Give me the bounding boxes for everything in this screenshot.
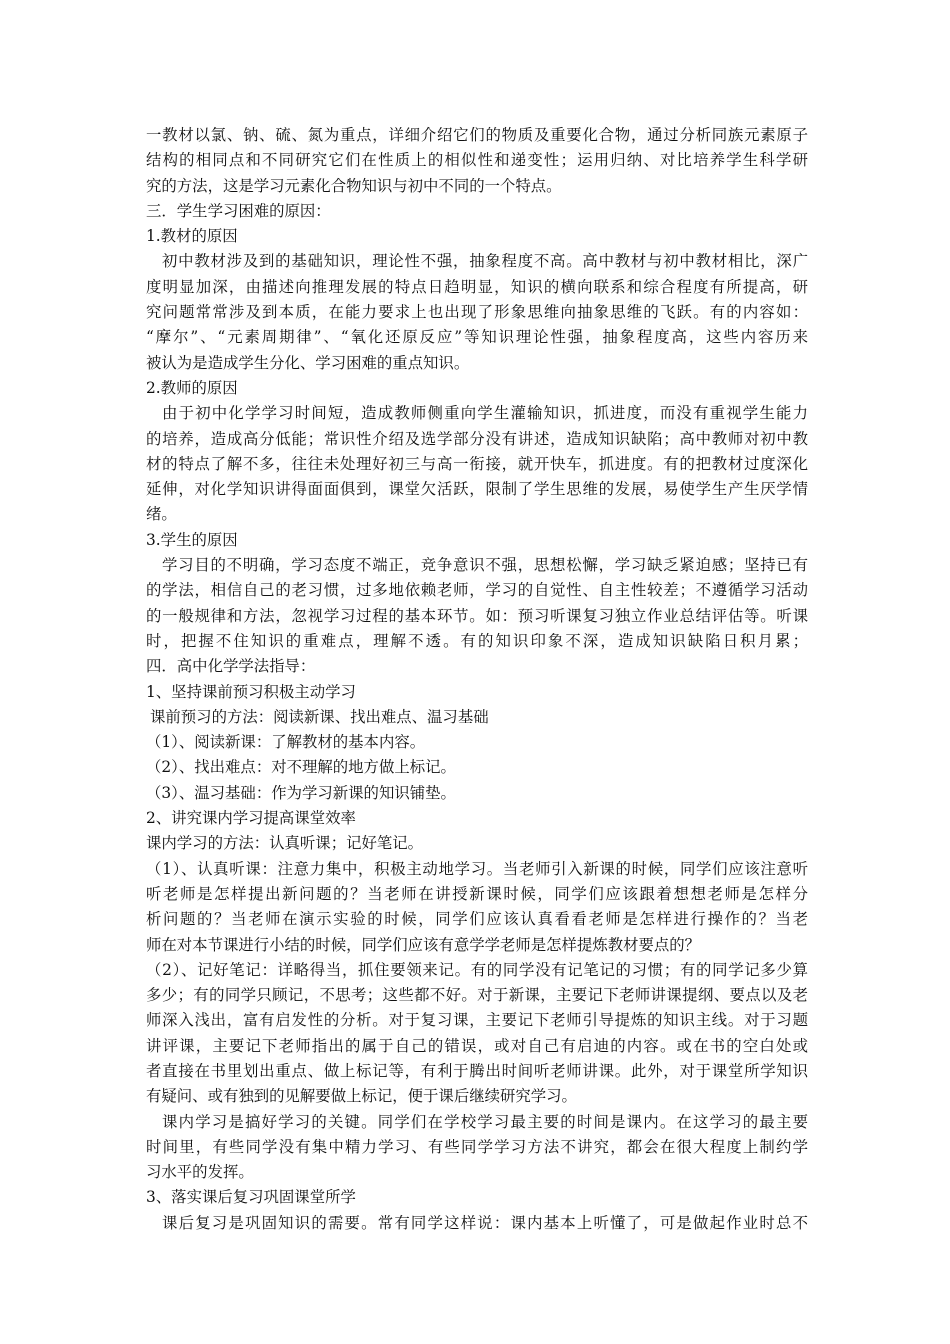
text-line: 师在对本节课进行小结的时候，同学们应该有意学学老师是怎样提炼教材要点的？	[146, 935, 701, 954]
list-item: （2）、找出难点：对不理解的地方做上标记。	[146, 758, 456, 777]
text-line: 究的方法，这是学习元素化合物知识与初中不同的一个特点。	[146, 176, 562, 195]
text-line: 听老师是怎样提出新问题的？当老师在讲授新课时候，同学们应该跟着想想老师是怎样分	[146, 884, 808, 903]
text-line: 由于初中化学学习时间短，造成教师侧重向学生灌输知识，抓进度，而没有重视学生能力	[162, 404, 808, 423]
text-line: 被认为是造成学生分化、学习困难的重点知识。	[146, 353, 470, 372]
text-line: 究问题常常涉及到本质，在能力要求上也出现了形象思维向抽象思维的飞跃。有的内容如：	[146, 303, 808, 322]
subsection-heading: 2.教师的原因	[146, 378, 238, 397]
text-line: 析问题的？当老师在演示实验的时候，同学们应该认真看看老师是怎样进行操作的？当老	[146, 910, 808, 929]
text-line: 初中教材涉及到的基础知识，理论性不强，抽象程度不高。高中教材与初中教材相比，深广	[162, 252, 808, 271]
text-line: 课内学习是搞好学习的关键。同学们在学校学习最主要的时间是课内。在这学习的最主要	[162, 1112, 808, 1131]
text-line: 时间里，有些同学没有集中精力学习、有些同学学习方法不讲究，都会在很大程度上制约学	[146, 1137, 808, 1156]
section-heading: 三．学生学习困难的原因：	[146, 201, 331, 220]
text-line: 的学法，相信自己的老习惯，过多地依赖老师，学习的自觉性、自主性较差；不遵循学习活动	[146, 581, 808, 600]
text-line: 结构的相同点和不同研究它们在性质上的相似性和递变性；运用归纳、对比培养学生科学研	[146, 151, 808, 170]
document-page	[146, 123, 808, 1236]
text-line: 学习目的不明确，学习态度不端正，竞争意识不强，思想松懈，学习缺乏紧迫感；坚持已有	[162, 556, 808, 575]
text-line: 延伸，对化学知识讲得面面俱到，课堂欠活跃，限制了学生思维的发展，易使学生产生厌学情	[146, 480, 808, 499]
text-line: 材的特点了解不多，往往未处理好初三与高一衔接，就开快车，抓进度。有的把教材过度深化	[146, 454, 808, 473]
text-line: 时，把握不住知识的重难点，理解不透。有的知识印象不深，造成知识缺陷日积月累；	[146, 631, 808, 650]
text-line: 者直接在书里划出重点、做上标记等，有利于腾出时间听老师讲课。此外，对于课堂所学知识	[146, 1061, 808, 1080]
section-heading: 四．高中化学学法指导：	[146, 657, 316, 676]
text-line: （2）、记好笔记：详略得当，抓住要领来记。有的同学没有记笔记的习惯；有的同学记多少算	[146, 960, 808, 979]
text-line: 师深入浅出，富有启发性的分析。对于复习课，主要记下老师引导提炼的知识主线。对于习题	[146, 1011, 808, 1030]
subsection-heading: 3.学生的原因	[146, 530, 238, 549]
text-line: 一教材以氯、钠、硫、氮为重点，详细介绍它们的物质及重要化合物，通过分析同族元素原子	[146, 126, 808, 144]
text-line: 讲评课，主要记下老师指出的属于自己的错误，或对自己有启迪的内容。或在书的空白处或	[146, 1036, 808, 1055]
text-line: 度明显加深，由描述向推理发展的特点日趋明显，知识的横向联系和综合程度有所提高，研	[146, 277, 808, 296]
subsection-heading: 2、讲究课内学习提高课堂效率	[146, 809, 356, 828]
text-line: 课后复习是巩固知识的需要。常有同学这样说：课内基本上听懂了，可是做起作业时总不	[162, 1213, 808, 1232]
text-line: 的一般规律和方法，忽视学习过程的基本环节。如：预习听课复习独立作业总结评估等。听课	[146, 606, 808, 625]
subsection-heading: 1、坚持课前预习积极主动学习	[146, 682, 356, 701]
text-line: （1）、认真听课：注意力集中，积极主动地学习。当老师引入新课的时候，同学们应该注意听	[146, 859, 808, 878]
text-line: 习水平的发挥。	[146, 1163, 254, 1182]
subsection-heading: 1.教材的原因	[146, 227, 238, 246]
list-item: （3）、温习基础：作为学习新课的知识铺垫。	[146, 783, 456, 802]
text-line: “摩尔”、“元素周期律”、“氧化还原反应”等知识理论性强，抽象程度高，这些内容历来	[146, 328, 808, 347]
text-line: 有疑问、或有独到的见解要做上标记，便于课后继续研究学习。	[146, 1087, 577, 1106]
text-line: 绪。	[146, 505, 177, 524]
text-line: 课前预习的方法：阅读新课、找出难点、温习基础	[150, 707, 489, 726]
list-item: （1）、阅读新课：了解教材的基本内容。	[146, 733, 426, 752]
text-line: 课内学习的方法：认真听课；记好笔记。	[146, 834, 424, 853]
subsection-heading: 3、落实课后复习巩固课堂所学	[146, 1188, 356, 1207]
text-line: 多少；有的同学只顾记，不思考；这些都不好。对于新课，主要记下老师讲课提纲、要点以及老	[146, 986, 808, 1005]
text-line: 的培养，造成高分低能；常识性介绍及选学部分没有讲述，造成知识缺陷；高中教师对初中教	[146, 429, 808, 448]
